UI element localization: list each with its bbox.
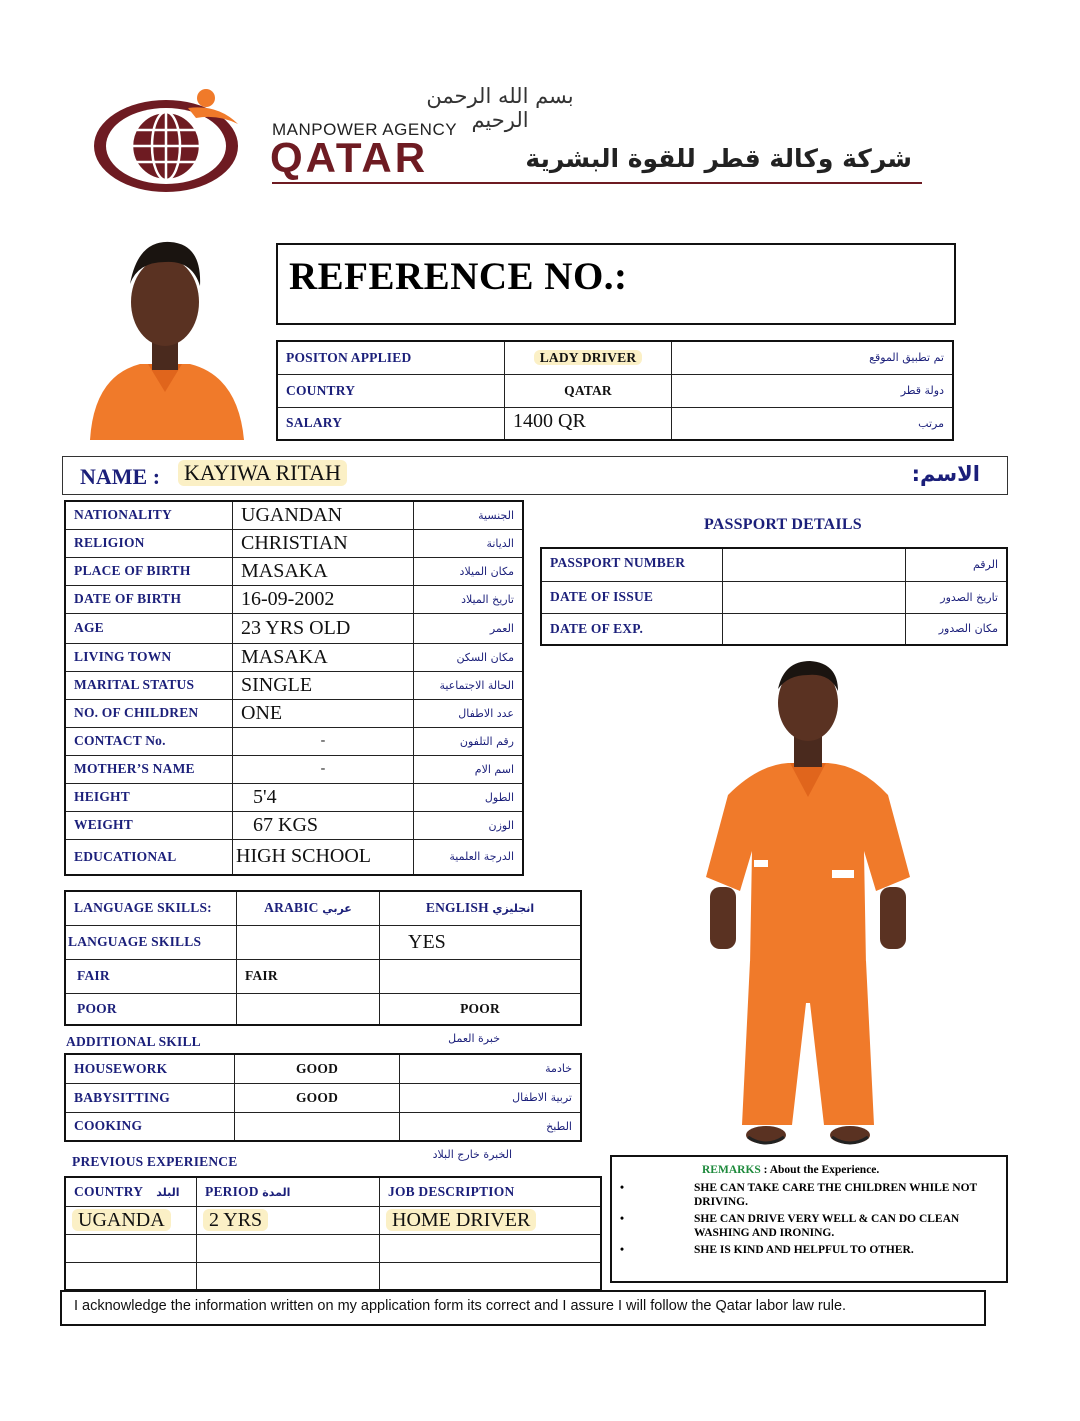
previous-experience-title: PREVIOUS EXPERIENCE: [72, 1154, 238, 1169]
table-row: [277, 374, 953, 407]
country-label: COUNTRY: [277, 374, 505, 407]
age-arabic: العمر: [414, 613, 524, 643]
experience-period-empty: [197, 1262, 380, 1290]
period-column-label-ar: المدة: [262, 1185, 291, 1199]
bismillah-calligraphy: بسم الله الرحمن الرحيم: [426, 84, 574, 132]
date-of-issue-value: [723, 581, 906, 613]
position-value: LADY DRIVER: [534, 350, 643, 365]
list-item: [620, 1212, 998, 1240]
living-town-label: LIVING TOWN: [65, 643, 233, 671]
weight-arabic: الوزن: [414, 811, 524, 839]
reference-title: REFERENCE NO.:: [289, 255, 628, 298]
experience-period-header: [197, 1177, 380, 1206]
language-skills-table: [64, 890, 582, 1026]
table-row: [65, 699, 523, 727]
table-row: [65, 1112, 581, 1141]
weight-value: 67 KGS: [233, 811, 414, 839]
position-label: POSITON APPLIED: [277, 341, 505, 374]
fair-english-value: [380, 959, 582, 993]
salary-value: 1400 QR: [505, 407, 672, 440]
period-column-label: PERIOD: [205, 1183, 259, 1199]
poor-label: POOR: [65, 993, 237, 1025]
babysitting-value: GOOD: [235, 1083, 400, 1112]
height-arabic: الطول: [414, 783, 524, 811]
housework-arabic: خادمة: [400, 1054, 582, 1083]
housework-label: HOUSEWORK: [65, 1054, 235, 1083]
date-of-exp-label: DATE OF EXP.: [541, 613, 723, 645]
arabic-column-label-ar: عربي: [322, 902, 352, 916]
agency-name: QATAR: [270, 134, 429, 181]
table-row: [65, 783, 523, 811]
date-of-birth-label: DATE OF BIRTH: [65, 585, 233, 613]
english-column-label: ENGLISH: [425, 900, 489, 916]
table-row: [65, 613, 523, 643]
additional-skill-title: ADDITIONAL SKILL: [66, 1034, 201, 1049]
place-of-birth-label: PLACE OF BIRTH: [65, 557, 233, 585]
age-value: 23 YRS OLD: [233, 613, 414, 643]
table-row: [541, 581, 1007, 613]
date-of-birth-value: 16-09-2002: [233, 585, 414, 613]
agency-arabic-name: شركة وكالة قطر للقوة البشرية: [525, 144, 912, 173]
table-row: [65, 501, 523, 529]
table-row: [65, 671, 523, 699]
nationality-value: UGANDAN: [233, 501, 414, 529]
experience-job-cell: [380, 1206, 602, 1234]
position-arabic: تم تطبيق الموقع: [672, 341, 954, 374]
table-row: [65, 727, 523, 755]
housework-value: GOOD: [235, 1054, 400, 1083]
table-row: [277, 407, 953, 440]
educational-arabic: الدرجة العلمية: [414, 839, 524, 875]
english-column-label-ar: انجليزي: [492, 902, 535, 916]
language-skills-label: LANGUAGE SKILLS: [65, 925, 237, 959]
table-row: [65, 1234, 601, 1262]
passport-number-arabic: الرقم: [906, 548, 1008, 581]
table-row: [65, 1262, 601, 1290]
height-value: 5'4: [233, 783, 414, 811]
children-arabic: عدد الاطفال: [414, 699, 524, 727]
remarks-label: REMARKS: [702, 1164, 761, 1176]
salary-label: SALARY: [277, 407, 505, 440]
passport-number-label: PASSPORT NUMBER: [541, 548, 723, 581]
position-value-cell: [505, 341, 672, 374]
table-row: [65, 1177, 601, 1206]
name-label: NAME :: [80, 464, 161, 489]
experience-country-cell: [65, 1206, 197, 1234]
passport-number-value: [723, 548, 906, 581]
experience-job-empty: [380, 1262, 602, 1290]
bullet-icon: •: [620, 1213, 625, 1225]
arabic-column-header: [237, 891, 380, 925]
language-skills-arabic-value: [237, 925, 380, 959]
language-skills-header: LANGUAGE SKILLS:: [65, 891, 237, 925]
remark-text: SHE CAN DRIVE VERY WELL & CAN DO CLEAN WASHING AND IRONING.: [694, 1213, 960, 1239]
header-rule: [272, 182, 922, 184]
date-of-birth-arabic: تاريخ الميلاد: [414, 585, 524, 613]
date-of-exp-arabic: مكان الصدور: [906, 613, 1008, 645]
table-row: [65, 1054, 581, 1083]
nationality-label: NATIONALITY: [65, 501, 233, 529]
table-row: [65, 755, 523, 783]
passport-title: PASSPORT DETAILS: [704, 516, 862, 533]
cooking-arabic: الطبخ: [400, 1112, 582, 1141]
salary-arabic: مرتب: [672, 407, 954, 440]
nationality-arabic: الجنسية: [414, 501, 524, 529]
table-row: [541, 613, 1007, 645]
table-row: [65, 925, 581, 959]
table-row: [65, 643, 523, 671]
weight-label: WEIGHT: [65, 811, 233, 839]
date-of-issue-label: DATE OF ISSUE: [541, 581, 723, 613]
religion-value: CHRISTIAN: [233, 529, 414, 557]
educational-value: HIGH SCHOOL: [233, 839, 414, 875]
table-row: [65, 529, 523, 557]
remark-text: SHE CAN TAKE CARE THE CHILDREN WHILE NOT DRIVING.: [694, 1182, 977, 1208]
acknowledgement-text: I acknowledge the information written on my application form its correct and I assure I will follow the Qatar labor law rule.: [74, 1298, 847, 1314]
table-row: [541, 548, 1007, 581]
religion-label: RELIGION: [65, 529, 233, 557]
mothers-name-arabic: اسم الام: [414, 755, 524, 783]
marital-status-label: MARITAL STATUS: [65, 671, 233, 699]
experience-job-value: HOME DRIVER: [386, 1209, 536, 1231]
remarks-sublabel: : About the Experience.: [763, 1164, 880, 1176]
living-town-arabic: مكان السكن: [414, 643, 524, 671]
table-row: [65, 585, 523, 613]
contact-label: CONTACT No.: [65, 727, 233, 755]
additional-skill-title-ar: خبرة العمل: [448, 1032, 500, 1045]
experience-country-value: UGANDA: [72, 1209, 171, 1231]
educational-label: EDUCATIONAL: [65, 839, 233, 875]
children-label: NO. OF CHILDREN: [65, 699, 233, 727]
remarks-heading: [702, 1164, 879, 1176]
table-row: [65, 557, 523, 585]
contact-value: -: [233, 727, 414, 755]
place-of-birth-value: MASAKA: [233, 557, 414, 585]
table-row: [65, 993, 581, 1025]
language-skills-english-value: YES: [380, 925, 582, 959]
profile-photo: [80, 236, 250, 440]
additional-skill-table: [64, 1053, 582, 1142]
mothers-name-value: -: [233, 755, 414, 783]
poor-english-value: POOR: [380, 993, 582, 1025]
bullet-icon: •: [620, 1182, 625, 1194]
experience-country-empty: [65, 1262, 197, 1290]
experience-period-value: 2 YRS: [203, 1209, 268, 1231]
country-arabic: دولة قطر: [672, 374, 954, 407]
table-row: [65, 839, 523, 875]
experience-table: [64, 1176, 602, 1291]
babysitting-arabic: تربية الاطفال: [400, 1083, 582, 1112]
contact-arabic: رقم التلفون: [414, 727, 524, 755]
country-column-label: COUNTRY: [74, 1183, 143, 1199]
arabic-column-label: ARABIC: [264, 900, 319, 916]
height-label: HEIGHT: [65, 783, 233, 811]
experience-country-empty: [65, 1234, 197, 1262]
bullet-icon: •: [620, 1244, 625, 1256]
poor-arabic-value: [237, 993, 380, 1025]
list-item: [620, 1243, 998, 1257]
agency-logo: [88, 84, 248, 196]
agency-line: MANPOWER AGENCY: [272, 120, 458, 139]
cooking-label: COOKING: [65, 1112, 235, 1141]
experience-job-empty: [380, 1234, 602, 1262]
table-row: [65, 811, 523, 839]
experience-period-empty: [197, 1234, 380, 1262]
table-row: [65, 959, 581, 993]
age-label: AGE: [65, 613, 233, 643]
religion-arabic: الديانة: [414, 529, 524, 557]
experience-period-cell: [197, 1206, 380, 1234]
passport-table: [540, 547, 1008, 646]
name-value: KAYIWA RITAH: [178, 460, 347, 486]
english-column-header: [380, 891, 582, 925]
marital-status-value: SINGLE: [233, 671, 414, 699]
list-item: [620, 1181, 998, 1209]
position-table: [276, 340, 954, 441]
country-column-label-ar: البلد: [156, 1185, 180, 1199]
mothers-name-label: MOTHER’S NAME: [65, 755, 233, 783]
fair-arabic-value: FAIR: [237, 959, 380, 993]
babysitting-label: BABYSITTING: [65, 1083, 235, 1112]
remark-text: SHE IS KIND AND HELPFUL TO OTHER.: [694, 1244, 914, 1256]
table-row: [277, 341, 953, 374]
previous-experience-title-ar: الخبرة خارج البلاد: [432, 1148, 512, 1161]
table-row: [65, 1083, 581, 1112]
full-body-photo: [608, 655, 1006, 1153]
name-arabic-label: الاسم:: [911, 462, 980, 486]
place-of-birth-arabic: مكان الميلاد: [414, 557, 524, 585]
children-value: ONE: [233, 699, 414, 727]
job-description-header: JOB DESCRIPTION: [380, 1177, 602, 1206]
date-of-exp-value: [723, 613, 906, 645]
remarks-list: [620, 1181, 998, 1257]
table-row: [65, 891, 581, 925]
fair-label: FAIR: [65, 959, 237, 993]
experience-country-header: [65, 1177, 197, 1206]
personal-details-table: [64, 500, 524, 876]
marital-status-arabic: الحالة الاجتماعية: [414, 671, 524, 699]
living-town-value: MASAKA: [233, 643, 414, 671]
country-value: QATAR: [505, 374, 672, 407]
cooking-value: [235, 1112, 400, 1141]
table-row: [65, 1206, 601, 1234]
date-of-issue-arabic: تاريخ الصدور: [906, 581, 1008, 613]
